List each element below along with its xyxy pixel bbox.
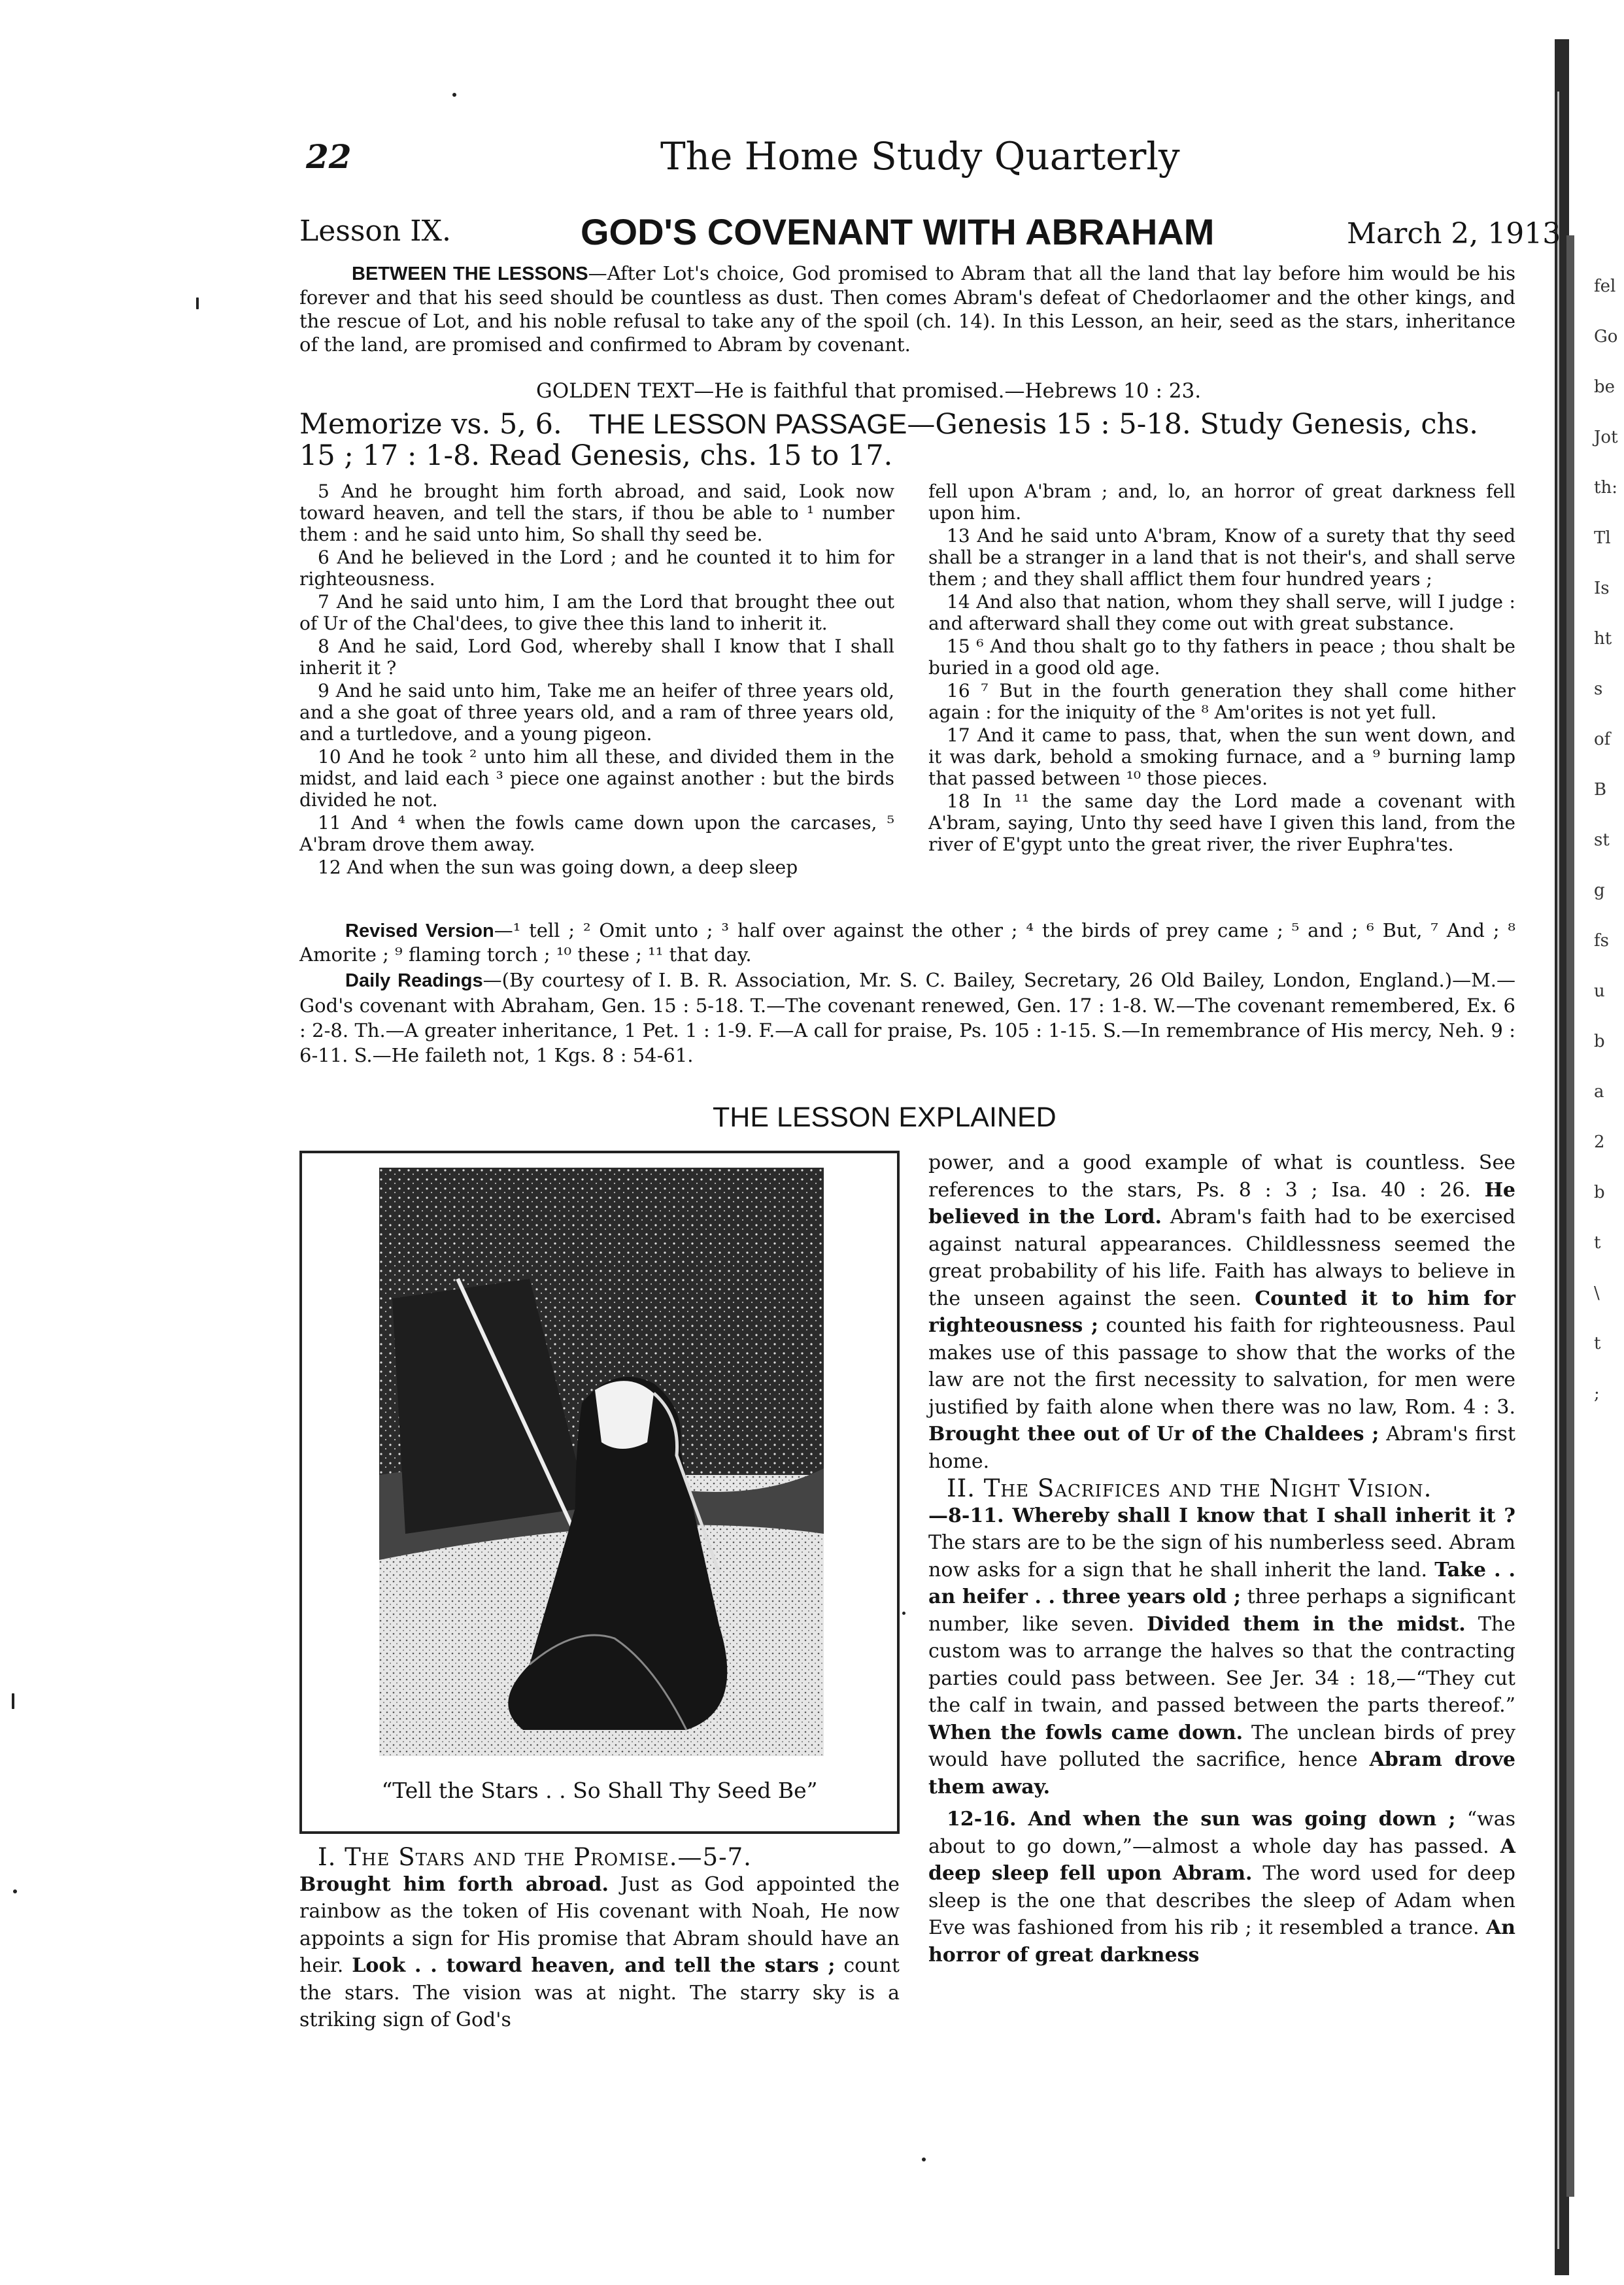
verse: 7 And he said unto him, I am the Lord that brought thee out of Ur of the Chal'dees, to give thee this land to inherit it. bbox=[299, 591, 894, 634]
memorize-prefix: Memorize vs. 5, 6. bbox=[299, 408, 562, 441]
revised-text: —¹ tell ; ² Omit unto ; ³ half over against the other ; ⁴ the birds of prey came ; ⁵ and ; ⁶ But, ⁷ And ; ⁸ Amorite ; ⁹ flaming torch ; ¹⁰ these ; ¹¹ that day. bbox=[299, 919, 1515, 966]
margin-fragment: of bbox=[1594, 730, 1611, 749]
verse: 10 And he took ² unto him all these, and divided them in the midst, and laid each ³ piece one against another : but the birds divided he not. bbox=[299, 746, 894, 811]
explanation-left-column bbox=[299, 1844, 900, 2034]
margin-fragment: ; bbox=[1594, 1384, 1600, 1404]
verse: 12 And when the sun was going down, a deep sleep bbox=[318, 856, 798, 878]
text-run: power, and a good example of what is countless. See references to the stars, Ps. 8 : 3 ; Isa. 40 : 26. bbox=[928, 1151, 1515, 1202]
between-text: —After Lot's choice, God promised to Abram that all the land that lay before him would be his forever and that his seed should be countless as dust. Then comes Abram's defeat of Chedorlaomer and the other kings, and the rescue of Lot, and his noble refusal to take any of the spoil (ch. 14). In this Lesson, an heir, seed as the stars, inheritance of the land, are promised and confirmed to Abram by covenant. bbox=[299, 262, 1515, 356]
text-run: Abram's first home. bbox=[928, 1423, 1515, 1473]
margin-fragment: be bbox=[1594, 377, 1616, 397]
margin-fragment: b bbox=[1594, 1183, 1605, 1202]
margin-fragment: s bbox=[1594, 679, 1603, 699]
margin-fragment: 2 bbox=[1594, 1132, 1605, 1152]
section-heading-text: I. The Stars and the Promise.—5-7. bbox=[318, 1843, 752, 1871]
scan-speck bbox=[196, 297, 199, 309]
verse: 6 And he believed in the Lord ; and he counted it to him for righteousness. bbox=[299, 547, 894, 590]
bold-phrase: Take . . an heifer . . three years old ; bbox=[928, 1558, 1516, 1608]
section-heading-text: II. The Sacrifices and the Night Vision. bbox=[947, 1474, 1432, 1502]
page-gutter-edge bbox=[1555, 39, 1574, 2275]
text-run: Just as God appointed the rainbow as the token of His covenant with Noah, He now appoints a sign for His promise that Abram should have an heir. bbox=[299, 1872, 900, 1977]
verse: 11 And ⁴ when the fowls came down upon the carcases, ⁵ A'bram drove them away. bbox=[299, 812, 894, 855]
lesson-number: Lesson IX. bbox=[299, 214, 451, 248]
margin-fragment: B bbox=[1594, 780, 1607, 800]
revised-version bbox=[299, 919, 1515, 966]
text-run: three perhaps a significant number, like seven. bbox=[928, 1585, 1516, 1636]
illustration-frame bbox=[299, 1151, 900, 1834]
lesson-date: March 2, 1913 bbox=[1347, 217, 1561, 250]
abram-under-stars-illustration bbox=[379, 1168, 824, 1756]
bold-phrase: —8-11. bbox=[928, 1504, 1004, 1527]
section-heading-sacrifices bbox=[928, 1475, 1515, 1502]
revised-lead: Revised Version bbox=[345, 921, 494, 941]
text-run: The word used for deep sleep is the one that describes the sleep of Adam when Eve was fashioned from his rib ; it resembled a trance. bbox=[928, 1862, 1515, 1939]
verse: fell upon A'bram ; and, lo, an horror of great darkness fell upon him. bbox=[928, 481, 1515, 524]
daily-lead: Daily Readings bbox=[345, 970, 483, 991]
paragraph bbox=[928, 1149, 1515, 1475]
lesson-passage-heading bbox=[299, 409, 1515, 471]
scan-speck bbox=[12, 1693, 14, 1709]
margin-fragment: u bbox=[1594, 981, 1605, 1001]
daily-readings bbox=[299, 968, 1515, 1068]
verse: 5 And he brought him forth abroad, and said, Look now toward heaven, and tell the stars, if thou be able to ¹ number them : and he said unto him, So shall thy seed be. bbox=[299, 481, 894, 545]
margin-fragment: th: bbox=[1594, 478, 1617, 498]
margin-fragment: a bbox=[1594, 1082, 1604, 1102]
daily-text: —(By courtesy of I. B. R. Association, Mr. S. C. Bailey, Secretary, 26 Old Bailey, London, England.)—M.—God's covenant with Abraham, Gen. 15 : 5-18. T.—The covenant renewed, Gen. 17 : 1-8. W.—The covenant remembered, Ex. 6 : 2-8. Th.—A greater inheritance, 1 Pet. 1 : 1-9. F.—A call for praise, Ps. 105 : 1-15. S.—In remembrance of His mercy, Neh. 9 : 6-11. S.—He faileth not, 1 Kgs. 8 : 54-61. bbox=[299, 969, 1516, 1066]
verse: 9 And he said unto him, Take me an heifer of three years old, and a she goat of three years old, and a ram of three years old, and a turtledove, and a young pigeon. bbox=[299, 680, 894, 745]
text-run: Abram's faith had to be exercised against natural appearances. Childlessness seemed the great probability of his life. Faith has always to believe in the unseen against the seen. bbox=[928, 1206, 1515, 1310]
margin-fragment: ht bbox=[1594, 629, 1612, 649]
margin-fragment: g bbox=[1594, 881, 1605, 900]
golden-text: GOLDEN TEXT—He is faithful that promised.—Hebrews 10 : 23. bbox=[536, 379, 1202, 403]
scan-speck bbox=[922, 2158, 926, 2161]
bold-phrase: He believed in the Lord. bbox=[928, 1178, 1515, 1228]
scan-speck bbox=[452, 93, 456, 97]
page-number: 22 bbox=[306, 137, 352, 176]
verses-left-column bbox=[299, 481, 894, 879]
margin-fragment: fel bbox=[1594, 277, 1616, 296]
margin-fragment: Go bbox=[1594, 327, 1618, 347]
verse: 13 And he said unto A'bram, Know of a surety that thy seed shall be a stranger in a land that is not their's, and shall serve them ; and they shall afflict them four hundred years ; bbox=[928, 525, 1515, 590]
bold-phrase: Look . . toward heaven, and tell the stars ; bbox=[352, 1954, 836, 1977]
margin-fragment: fs bbox=[1594, 931, 1609, 951]
margin-fragment: Is bbox=[1594, 579, 1610, 598]
bold-phrase: An horror of great darkness bbox=[928, 1916, 1515, 1967]
bold-phrase: Abram drove them away. bbox=[928, 1748, 1516, 1799]
lesson-passage-label: THE LESSON PASSAGE bbox=[588, 409, 907, 440]
between-the-lessons bbox=[299, 262, 1515, 356]
lesson-passage-refs: —Genesis 15 : 5-18. Study Genesis, chs. 15 ; 17 : 1-8. Read Genesis, chs. 15 to 17. bbox=[299, 408, 1478, 472]
paragraph bbox=[299, 1871, 900, 2034]
section-heading-stars bbox=[299, 1844, 900, 1871]
lesson-title: GOD'S COVENANT WITH ABRAHAM bbox=[581, 211, 1215, 252]
bold-phrase: When the fowls came down. bbox=[928, 1721, 1243, 1744]
verse: 15 ⁶ And thou shalt go to thy fathers in peace ; thou shalt be buried in a good old age. bbox=[928, 635, 1515, 679]
verse: 16 ⁷ But in the fourth generation they shall come hither again : for the iniquity of the ⁸ Am'orites is not yet full. bbox=[928, 680, 1515, 723]
text-run: The stars are to be the sign of his numberless seed. Abram now asks for a sign that he shall inherit the land. bbox=[928, 1531, 1515, 1582]
verses-right-column bbox=[928, 481, 1515, 856]
margin-fragment: st bbox=[1594, 830, 1610, 850]
scan-speck bbox=[13, 1889, 17, 1893]
margin-fragments bbox=[1594, 262, 1620, 1419]
margin-fragment: \ bbox=[1594, 1283, 1600, 1303]
text-run: counted his faith for righteousness. Paul makes use of this passage to show that the works of the law are not the first necessity to salvation, for men were justified by faith alone when there was no law, Rom. 4 : 3. bbox=[928, 1314, 1515, 1419]
bold-phrase: Whereby shall I know that I shall inherit it ? bbox=[1004, 1504, 1515, 1527]
text-run: The unclean birds of prey would have polluted the sacrifice, hence bbox=[928, 1721, 1515, 1771]
paragraph bbox=[928, 1502, 1515, 1801]
text-run: count the stars. The vision was at night. The starry sky is a striking sign of God's bbox=[299, 1954, 900, 2031]
bold-phrase: Counted it to him for righteousness ; bbox=[928, 1287, 1515, 1337]
text-run: The custom was to arrange the halves so that the contracting parties could pass between. See Jer. 34 : 18,—“They cut the calf in twain, and passed between the parts thereof.” bbox=[928, 1612, 1515, 1717]
verse: 14 And also that nation, whom they shall serve, will I judge : and afterward shall they come out with great substance. bbox=[928, 591, 1515, 634]
explanation-right-column bbox=[928, 1149, 1515, 1969]
verse: 8 And he said, Lord God, whereby shall I know that I shall inherit it ? bbox=[299, 635, 894, 679]
margin-fragment: t bbox=[1594, 1233, 1601, 1253]
margin-fragment: Tl bbox=[1594, 528, 1611, 548]
verse: 18 In ¹¹ the same day the Lord made a covenant with A'bram, saying, Unto thy seed have I given this land, from the river of E'gypt unto the great river, the river Euphra'tes. bbox=[928, 790, 1515, 855]
bold-phrase: A deep sleep fell upon Abram. bbox=[928, 1835, 1515, 1885]
text-run: “was about to go down,”—almost a whole day has passed. bbox=[928, 1808, 1515, 1858]
margin-fragment: b bbox=[1594, 1032, 1605, 1051]
bold-phrase: Brought thee out of Ur of the Chaldees ; bbox=[928, 1423, 1379, 1446]
between-lead: BETWEEN THE LESSONS bbox=[352, 263, 588, 284]
bold-phrase: Divided them in the midst. bbox=[1147, 1612, 1466, 1636]
margin-fragment: Jot bbox=[1594, 428, 1618, 447]
bold-phrase: Brought him forth abroad. bbox=[299, 1872, 609, 1896]
lesson-explained-heading: THE LESSON EXPLAINED bbox=[713, 1102, 1057, 1133]
margin-fragment: t bbox=[1594, 1334, 1601, 1353]
running-title: The Home Study Quarterly bbox=[660, 134, 1180, 178]
verse: 17 And it came to pass, that, when the sun went down, and it was dark, behold a smoking furnace, and a ⁹ burning lamp that passed between ¹⁰ those pieces. bbox=[928, 724, 1515, 789]
illustration-caption: “Tell the Stars . . So Shall Thy Seed Be” bbox=[381, 1778, 818, 1803]
scan-speck bbox=[902, 1612, 905, 1615]
paragraph bbox=[928, 1806, 1515, 1969]
bold-phrase: 12-16. And when the sun was going down ; bbox=[947, 1808, 1456, 1831]
